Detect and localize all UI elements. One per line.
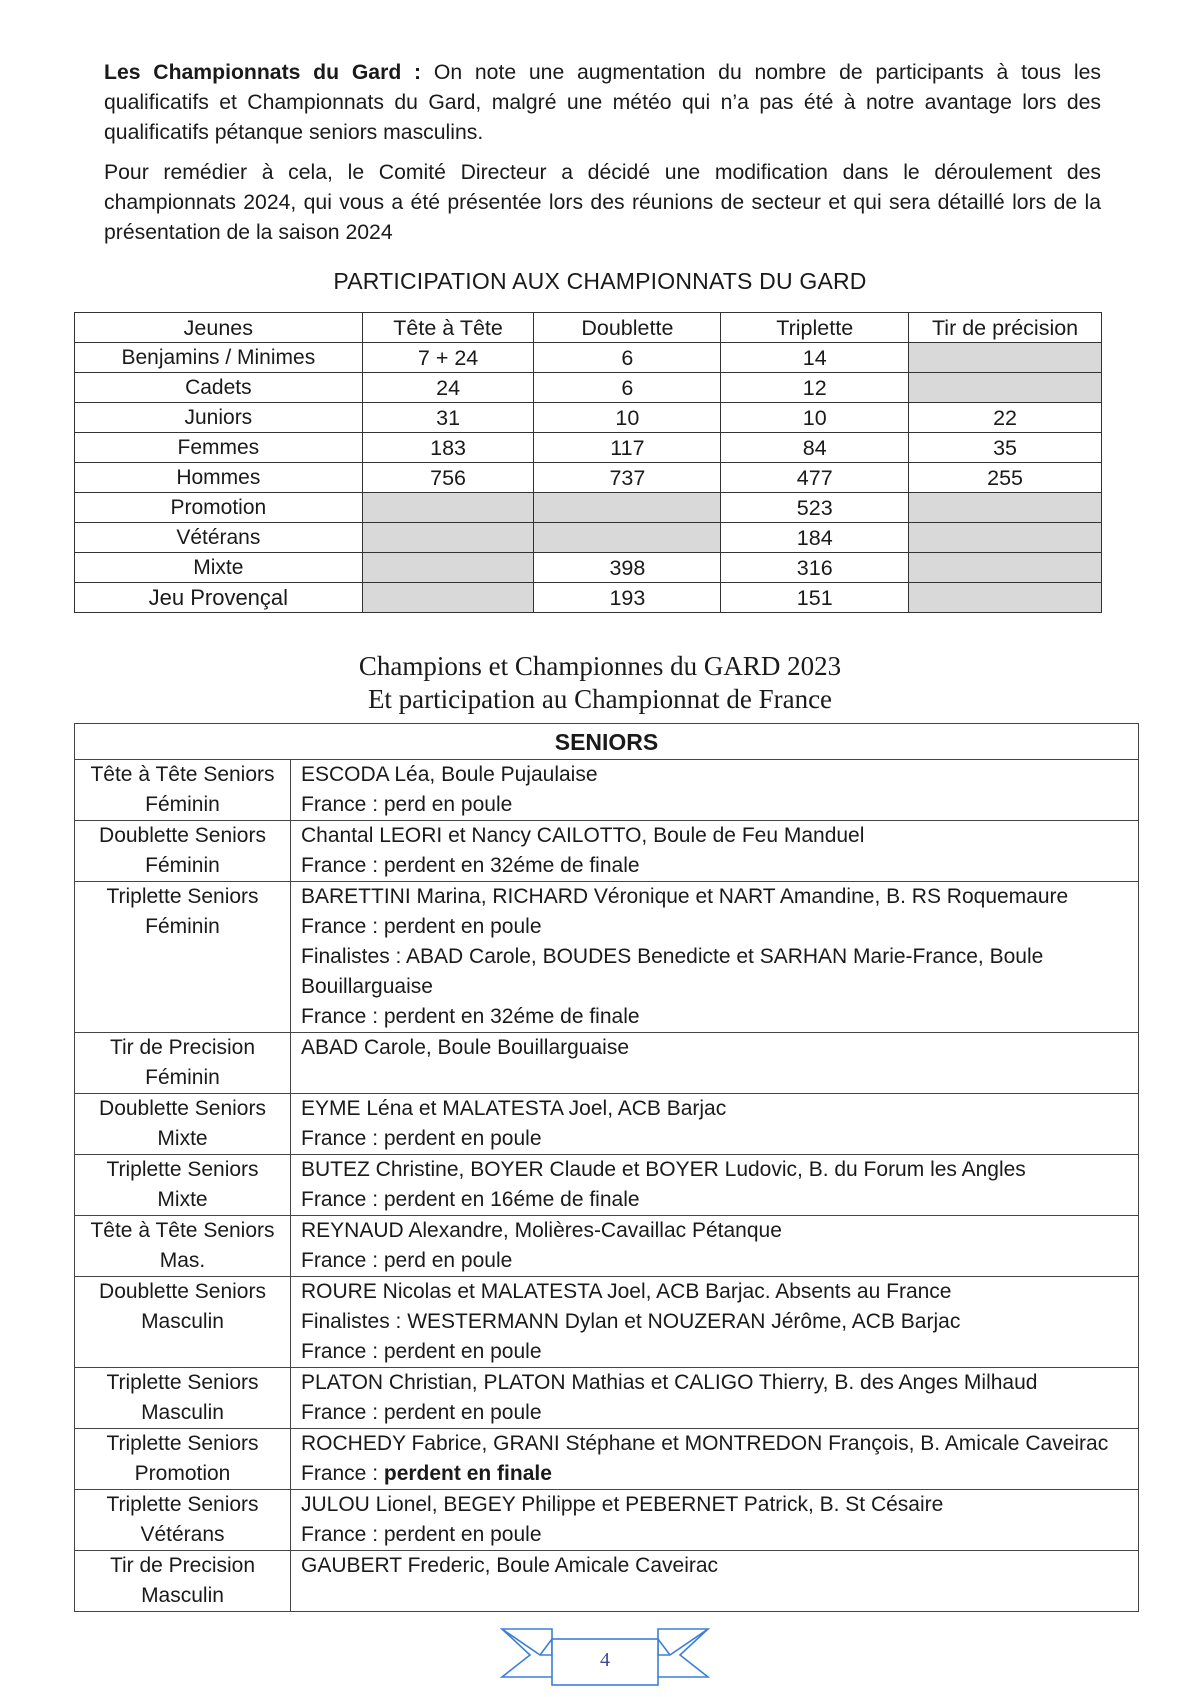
champion-result-line: France : perdent en 32éme de finale bbox=[301, 1005, 640, 1028]
participation-header-row bbox=[75, 313, 1102, 343]
champion-category bbox=[75, 1155, 291, 1216]
champion-result-line: France : perdent en 32éme de finale bbox=[301, 854, 640, 877]
participation-cell: 117 bbox=[534, 433, 721, 463]
champion-result-line: Finalistes : ABAD Carole, BOUDES Benedicte et SARHAN Marie-France, Boule Bouillarguaise bbox=[301, 945, 1044, 998]
champion-category bbox=[75, 821, 291, 882]
champion-result bbox=[291, 1429, 1139, 1490]
participation-cell: 6 bbox=[534, 373, 721, 403]
champion-result-line: France : perd en poule bbox=[301, 793, 513, 816]
champion-result-line: JULOU Lionel, BEGEY Philippe et PEBERNET Patrick, B. St Césaire bbox=[301, 1493, 944, 1516]
participation-cell bbox=[909, 523, 1102, 553]
champion-category-line: Féminin bbox=[145, 915, 220, 938]
champion-row bbox=[75, 760, 1139, 821]
participation-row-label: Promotion bbox=[75, 493, 363, 523]
participation-row-label: Cadets bbox=[75, 373, 363, 403]
champion-result bbox=[291, 1216, 1139, 1277]
participation-cell: 184 bbox=[721, 523, 909, 553]
champion-result-line: ROURE Nicolas et MALATESTA Joel, ACB Barjac. Absents au France bbox=[301, 1280, 952, 1303]
france-prefix: France : bbox=[301, 1462, 384, 1485]
champion-result bbox=[291, 1551, 1139, 1612]
champion-result-line: France : perd en poule bbox=[301, 1249, 513, 1272]
champion-result-line: BARETTINI Marina, RICHARD Véronique et NART Amandine, B. RS Roquemaure bbox=[301, 885, 1069, 908]
participation-cell: 10 bbox=[721, 403, 909, 433]
champion-category bbox=[75, 760, 291, 821]
champions-title bbox=[0, 650, 1200, 716]
champion-result bbox=[291, 760, 1139, 821]
champion-result bbox=[291, 1155, 1139, 1216]
participation-cell bbox=[909, 583, 1102, 613]
champion-result-line: France : perdent en poule bbox=[301, 1340, 542, 1363]
participation-row-label: Vétérans bbox=[75, 523, 363, 553]
participation-cell: 398 bbox=[534, 553, 721, 583]
header-tete-a-tete: Tête à Tête bbox=[362, 313, 534, 343]
participation-cell bbox=[362, 493, 534, 523]
champion-category-line: Mixte bbox=[157, 1188, 208, 1211]
intro-lead: Les Championnats du Gard : bbox=[104, 61, 422, 84]
champion-category-line: Triplette Seniors bbox=[106, 885, 259, 908]
champion-result bbox=[291, 1094, 1139, 1155]
champion-result-line: GAUBERT Frederic, Boule Amicale Caveirac bbox=[301, 1554, 719, 1577]
champion-row bbox=[75, 1277, 1139, 1368]
champion-category bbox=[75, 1033, 291, 1094]
intro-paragraph-1 bbox=[104, 58, 1101, 148]
participation-cell bbox=[362, 523, 534, 553]
participation-cell bbox=[909, 493, 1102, 523]
participation-cell: 477 bbox=[721, 463, 909, 493]
intro-paragraph-2: Pour remédier à cela, le Comité Directeur a décidé une modification dans le déroulement des championnats 2024, qui vous a été présentée lors des réunions de secteur et qui sera détaillé lors de la présentation de la saison 2024 bbox=[104, 161, 1101, 244]
champion-result-line: France : perdent en 16éme de finale bbox=[301, 1188, 640, 1211]
participation-row bbox=[75, 583, 1102, 613]
champion-row bbox=[75, 1155, 1139, 1216]
header-triplette: Triplette bbox=[721, 313, 909, 343]
champion-category-line: Masculin bbox=[141, 1310, 224, 1333]
champion-category-line: Vétérans bbox=[140, 1523, 225, 1546]
champion-category-line: Mixte bbox=[157, 1127, 208, 1150]
champion-row bbox=[75, 1216, 1139, 1277]
champions-title-line-1: Champions et Championnes du GARD 2023 bbox=[358, 651, 842, 681]
champion-category bbox=[75, 1216, 291, 1277]
participation-row-label: Mixte bbox=[75, 553, 363, 583]
champion-result-line: France : perdent en poule bbox=[301, 1127, 542, 1150]
participation-title: PARTICIPATION AUX CHAMPIONNATS DU GARD bbox=[333, 268, 867, 294]
champion-category-line: Féminin bbox=[145, 854, 220, 877]
participation-row bbox=[75, 433, 1102, 463]
page-number: 4 bbox=[600, 1649, 610, 1671]
champion-result-line: Chantal LEORI et Nancy CAILOTTO, Boule de Feu Manduel bbox=[301, 824, 865, 847]
participation-cell: 151 bbox=[721, 583, 909, 613]
champion-category-line: Doublette Seniors bbox=[99, 1280, 266, 1303]
champion-category-line: Tir de Precision bbox=[109, 1036, 256, 1059]
champion-result bbox=[291, 1368, 1139, 1429]
participation-cell: 84 bbox=[721, 433, 909, 463]
champion-result-line: France : perdent en poule bbox=[301, 1401, 542, 1424]
france-result-bold: perdent en finale bbox=[383, 1462, 552, 1485]
champion-category-line: Masculin bbox=[141, 1584, 224, 1607]
champion-result bbox=[291, 821, 1139, 882]
champion-category-line: Triplette Seniors bbox=[106, 1158, 259, 1181]
participation-row bbox=[75, 523, 1102, 553]
participation-cell: 523 bbox=[721, 493, 909, 523]
champion-row bbox=[75, 882, 1139, 1033]
header-doublette: Doublette bbox=[534, 313, 721, 343]
participation-row bbox=[75, 553, 1102, 583]
champion-category-line: Tir de Precision bbox=[109, 1554, 256, 1577]
champion-result-line: EYME Léna et MALATESTA Joel, ACB Barjac bbox=[301, 1097, 727, 1120]
champion-row bbox=[75, 1033, 1139, 1094]
participation-row-label: Jeu Provençal bbox=[75, 583, 363, 613]
participation-table bbox=[74, 312, 1102, 613]
champions-section-row bbox=[75, 724, 1139, 760]
champion-result-france bbox=[301, 1459, 1138, 1489]
participation-cell: 193 bbox=[534, 583, 721, 613]
champion-row bbox=[75, 1429, 1139, 1490]
champion-category-line: Tête à Tête Seniors bbox=[90, 1219, 275, 1242]
section-seniors: SENIORS bbox=[75, 724, 1139, 760]
header-tir-de-precision: Tir de précision bbox=[909, 313, 1102, 343]
participation-row-label: Hommes bbox=[75, 463, 363, 493]
champion-result-line: France : perdent en poule bbox=[301, 1523, 542, 1546]
participation-cell: 737 bbox=[534, 463, 721, 493]
champion-result-line: France : perdent en poule bbox=[301, 915, 542, 938]
participation-row-label: Femmes bbox=[75, 433, 363, 463]
participation-row bbox=[75, 343, 1102, 373]
participation-row-label: Juniors bbox=[75, 403, 363, 433]
champion-category-line: Triplette Seniors bbox=[106, 1493, 259, 1516]
champion-category-line: Tête à Tête Seniors bbox=[90, 763, 275, 786]
champion-category bbox=[75, 1368, 291, 1429]
participation-row bbox=[75, 403, 1102, 433]
participation-cell: 35 bbox=[909, 433, 1102, 463]
champion-category-line: Doublette Seniors bbox=[99, 824, 266, 847]
champion-result bbox=[291, 1033, 1139, 1094]
participation-cell: 316 bbox=[721, 553, 909, 583]
champion-row bbox=[75, 821, 1139, 882]
champion-category bbox=[75, 1490, 291, 1551]
champion-category-line: Mas. bbox=[159, 1249, 206, 1272]
page-footer bbox=[500, 1627, 710, 1691]
participation-cell bbox=[362, 553, 534, 583]
intro-paragraph-1-text: On note une augmentation du nombre de participants à tous les qualificatifs et Championnats du Gard, malgré une météo qui n’a pas été à notre avantage lors des qualificatifs pétanque seniors masculins. bbox=[104, 61, 1101, 144]
champion-row bbox=[75, 1551, 1139, 1612]
participation-cell: 22 bbox=[909, 403, 1102, 433]
participation-cell bbox=[909, 343, 1102, 373]
champion-result-line: Finalistes : WESTERMANN Dylan et NOUZERAN Jérôme, ACB Barjac bbox=[301, 1310, 961, 1333]
participation-row bbox=[75, 463, 1102, 493]
champion-result-line: PLATON Christian, PLATON Mathias et CALIGO Thierry, B. des Anges Milhaud bbox=[301, 1371, 1038, 1394]
champion-result bbox=[291, 1490, 1139, 1551]
champion-category-line: Triplette Seniors bbox=[106, 1371, 259, 1394]
participation-cell: 31 bbox=[362, 403, 534, 433]
champion-category-line: Triplette Seniors bbox=[106, 1432, 259, 1455]
champion-category-line: Promotion bbox=[134, 1462, 231, 1485]
champion-result-line: REYNAUD Alexandre, Molières-Cavaillac Pétanque bbox=[301, 1219, 782, 1242]
champion-category-line: Féminin bbox=[145, 1066, 220, 1089]
participation-row bbox=[75, 493, 1102, 523]
champion-result-line: BUTEZ Christine, BOYER Claude et BOYER Ludovic, B. du Forum les Angles bbox=[301, 1158, 1026, 1181]
champion-category bbox=[75, 1429, 291, 1490]
champions-title-line-2: Et participation au Championnat de France bbox=[367, 684, 833, 714]
champion-category bbox=[75, 1094, 291, 1155]
participation-cell: 14 bbox=[721, 343, 909, 373]
participation-cell bbox=[534, 493, 721, 523]
participation-cell: 6 bbox=[534, 343, 721, 373]
champion-row bbox=[75, 1368, 1139, 1429]
participation-row-label: Benjamins / Minimes bbox=[75, 343, 363, 373]
champion-category-line: Féminin bbox=[145, 793, 220, 816]
participation-cell: 756 bbox=[362, 463, 534, 493]
champions-table bbox=[74, 723, 1139, 1612]
header-jeunes: Jeunes bbox=[75, 313, 363, 343]
champion-row bbox=[75, 1490, 1139, 1551]
participation-cell: 255 bbox=[909, 463, 1102, 493]
champion-category bbox=[75, 1277, 291, 1368]
participation-cell: 24 bbox=[362, 373, 534, 403]
intro-text bbox=[104, 58, 1101, 258]
champion-result bbox=[291, 1277, 1139, 1368]
champion-category bbox=[75, 1551, 291, 1612]
participation-cell bbox=[362, 583, 534, 613]
champion-row bbox=[75, 1094, 1139, 1155]
participation-cell bbox=[909, 373, 1102, 403]
participation-cell: 10 bbox=[534, 403, 721, 433]
participation-row bbox=[75, 373, 1102, 403]
champion-result-line: ROCHEDY Fabrice, GRANI Stéphane et MONTREDON François, B. Amicale Caveirac bbox=[301, 1432, 1109, 1455]
participation-cell bbox=[534, 523, 721, 553]
champion-category-line: Doublette Seniors bbox=[99, 1097, 266, 1120]
participation-cell: 12 bbox=[721, 373, 909, 403]
champion-category-line: Masculin bbox=[141, 1401, 224, 1424]
champion-category bbox=[75, 882, 291, 1033]
participation-body bbox=[75, 343, 1102, 613]
champion-result bbox=[291, 882, 1139, 1033]
champion-result-line: ESCODA Léa, Boule Pujaulaise bbox=[301, 763, 598, 786]
champion-result-line: ABAD Carole, Boule Bouillarguaise bbox=[301, 1036, 630, 1059]
participation-cell: 7 + 24 bbox=[362, 343, 534, 373]
participation-cell: 183 bbox=[362, 433, 534, 463]
participation-cell bbox=[909, 553, 1102, 583]
champions-body bbox=[75, 760, 1139, 1612]
